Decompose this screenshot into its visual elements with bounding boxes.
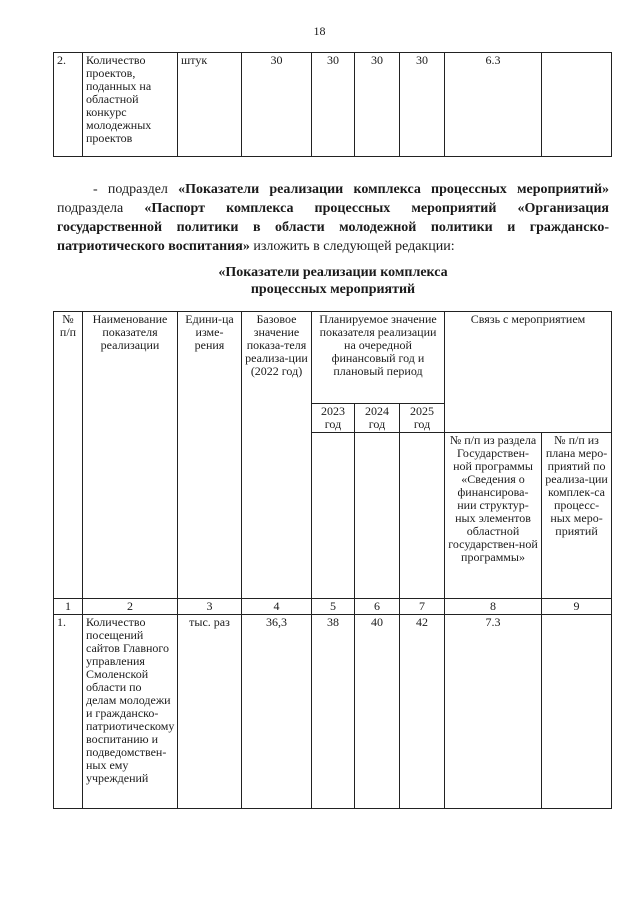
header-blank	[312, 433, 355, 599]
header-row-1	[54, 312, 612, 404]
continued-indicators-table	[53, 52, 612, 157]
column-number: 8	[445, 599, 542, 615]
row-number: 1.	[54, 615, 83, 809]
unit-cell: штук	[178, 53, 242, 157]
amendment-paragraph	[57, 180, 609, 256]
base-value: 30	[242, 53, 312, 157]
header-blank	[355, 433, 400, 599]
row-number: 2.	[54, 53, 83, 157]
column-number: 5	[312, 599, 355, 615]
column-number: 6	[355, 599, 400, 615]
header-name: Наименование показателя реализации	[83, 312, 178, 599]
paragraph-text-1: подраздел	[107, 182, 168, 197]
value-2023: 38	[312, 615, 355, 809]
value-2025: 42	[400, 615, 445, 809]
column-number: 7	[400, 599, 445, 615]
indicator-name: Количество посещений сайтов Главного управления Смоленской области по делам молодежи и гражданско-патриотическому воспитанию и подведомствен-ных ему учреждений	[83, 615, 178, 809]
header-link-plan: № п/п из плана меро-приятий по реализа-ции комплек-са процесс-ных меро-приятий	[542, 433, 612, 599]
column-number: 1	[54, 599, 83, 615]
paragraph-bold-2: «Паспорт комплекса процессных мероприятий «Организация государственной политики в области молодежной политики и гражданско-патриотического воспитания»	[57, 201, 609, 254]
section-link: 7.3	[445, 615, 542, 809]
indicator-name: Количество проектов, поданных на областной конкурс молодежных проектов	[83, 53, 178, 157]
plan-link	[542, 615, 612, 809]
paragraph-dash: -	[93, 182, 98, 197]
header-unit: Едини-ца изме-рения	[178, 312, 242, 599]
column-number: 9	[542, 599, 612, 615]
table-heading-line-1: «Показатели реализации комплекса	[218, 265, 448, 280]
page-number: 18	[313, 24, 326, 38]
header-num: № п/п	[54, 312, 83, 599]
column-number: 3	[178, 599, 242, 615]
paragraph-text-2: подраздела	[57, 201, 124, 216]
paragraph-bold-1: «Показатели реализации комплекса процессных мероприятий»	[178, 182, 610, 197]
paragraph-text-3: изложить в следующей редакции:	[253, 239, 455, 254]
value-2024: 40	[355, 615, 400, 809]
table-heading	[60, 264, 606, 298]
header-2025: 2025 год	[400, 404, 445, 433]
plan-link	[542, 53, 612, 157]
indicators-table	[53, 311, 612, 809]
column-number: 2	[83, 599, 178, 615]
header-link-section: № п/п из раздела Государствен-ной программы «Сведения о финансирова-нии структур-ных элементов областной государствен-ной программы»	[445, 433, 542, 599]
base-value: 36,3	[242, 615, 312, 809]
column-number-row	[54, 599, 612, 615]
value-2025: 30	[400, 53, 445, 157]
header-2023: 2023 год	[312, 404, 355, 433]
header-blank	[400, 433, 445, 599]
section-link: 6.3	[445, 53, 542, 157]
value-2024: 30	[355, 53, 400, 157]
header-link: Связь с мероприятием	[445, 312, 612, 433]
value-2023: 30	[312, 53, 355, 157]
header-base: Базовое значение показа-теля реализа-ции (2022 год)	[242, 312, 312, 599]
unit-cell: тыс. раз	[178, 615, 242, 809]
column-number: 4	[242, 599, 312, 615]
table-row	[54, 615, 612, 809]
table-heading-line-2: процессных мероприятий	[250, 282, 416, 297]
table-row	[54, 53, 612, 157]
header-2024: 2024 год	[355, 404, 400, 433]
header-planned: Планируемое значение показателя реализации на очередной финансовый год и плановый период	[312, 312, 445, 404]
